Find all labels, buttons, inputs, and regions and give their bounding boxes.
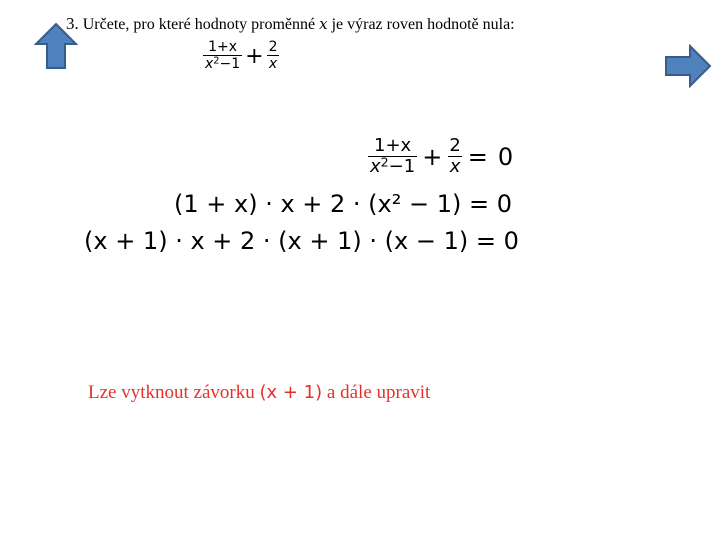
hint-text-after: a dále upravit — [326, 382, 431, 403]
fraction-one — [203, 40, 242, 72]
hint-text-before: Lze vytknout závorku — [88, 382, 255, 403]
eq1-fraction-two — [447, 136, 462, 177]
eq1-equals: = — [467, 142, 488, 171]
equation-line-3: (x + 1) · x + 2 · (x + 1) · (x − 1) = 0 — [84, 227, 519, 255]
eq1-fraction-one-numerator: 1+x — [374, 135, 412, 156]
hint-note — [88, 382, 430, 404]
equation-line-2: (1 + x) · x + 2 · (x² − 1) = 0 — [174, 190, 513, 218]
eq1-fraction-two-numerator: 2 — [449, 135, 461, 156]
eq1-fraction-one-denominator: $x^2-1$ — [370, 154, 416, 177]
fraction-two-denominator: x — [268, 56, 278, 73]
question-number: 3. — [66, 14, 79, 33]
next-slide-button[interactable] — [664, 44, 712, 88]
fraction-two-numerator: 2 — [268, 39, 278, 55]
eq1-rhs: 0 — [497, 142, 514, 171]
question-variable: x — [319, 15, 328, 33]
plus-operator: + — [245, 43, 264, 69]
hint-math: (x + 1) — [259, 382, 323, 403]
eq1-plus-operator: + — [422, 142, 443, 171]
fraction-one-denominator: $x^2-1$ — [205, 55, 241, 73]
question-text-before: Určete, pro které hodnoty proměnné — [82, 16, 316, 33]
question-text-after: je výraz roven hodnotě nula: — [331, 16, 515, 33]
arrow-right-icon — [664, 44, 712, 88]
fraction-one-numerator: 1+x — [208, 39, 238, 55]
question-text — [66, 14, 515, 34]
eq1-fraction-two-denominator: x — [449, 155, 461, 177]
equation-line-1 — [368, 136, 518, 177]
question-expression — [203, 40, 280, 72]
fraction-two — [267, 40, 280, 72]
eq1-fraction-one — [368, 136, 417, 177]
